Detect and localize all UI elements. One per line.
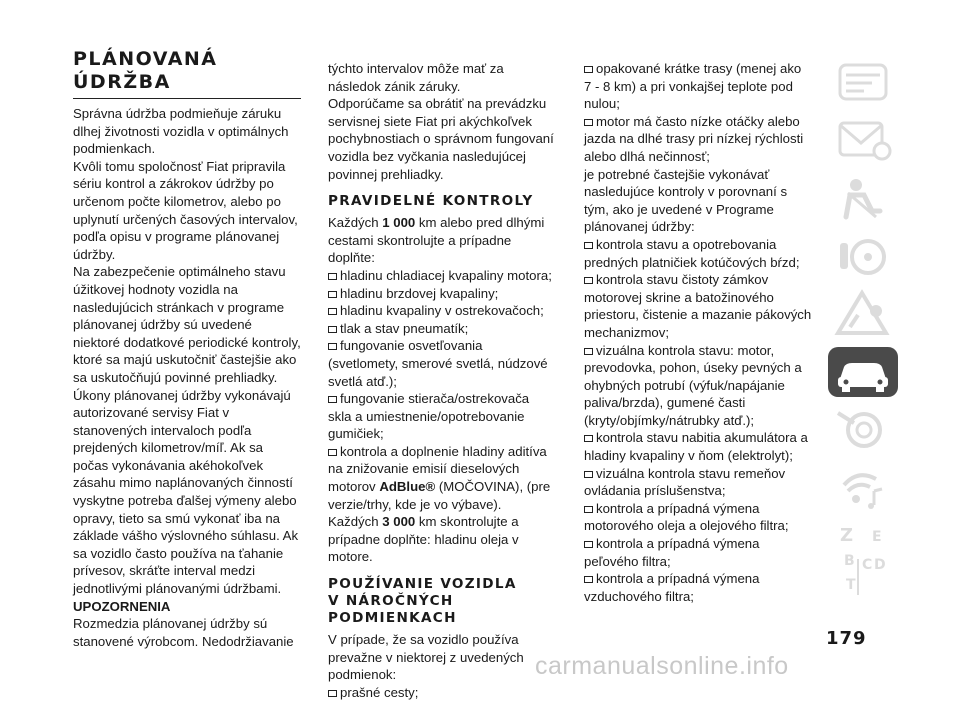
text: (MOČOVINA), (pre verzie/trhy, kde je vo výbave). (328, 479, 551, 512)
svg-text:B: B (844, 553, 855, 569)
column-1 (73, 48, 301, 650)
safety-icon[interactable] (828, 171, 898, 225)
heading-severe-conditions (328, 576, 556, 627)
multimedia-icon[interactable] (828, 461, 898, 515)
column-3 (584, 60, 812, 605)
list-item: kontrola a prípadná výmena peľového filtra; (584, 535, 812, 570)
paragraph: Na zabezpečenie optimálneho stavu úžitkovej hodnoty vozidla na nasledujúcich stránkach v programe plánovanej údržby sú uvedené niektoré dodatkové periodické kontroly, ktoré sa majú uskutočniť častejšie ako sa uskutočňujú povinné prehliadky. (73, 264, 301, 385)
list-item: opakované krátke trasy (menej ako 7 - 8 km) a pri vonkajšej teplote pod nulou; (584, 60, 812, 113)
text: km skontrolujte a prípadne doplňte: hladinu oleja v motore. (328, 514, 519, 565)
paragraph: týchto intervalov môže mať za následok zánik záruky. (328, 61, 504, 94)
svg-text:C: C (862, 557, 873, 573)
heading-line: PODMIENKACH (328, 610, 457, 627)
text: kontrola a doplnenie hladiny aditíva na znižovanie emisií dieselových motorov (328, 443, 547, 495)
paragraph (328, 513, 556, 566)
dashboard-icon[interactable] (828, 55, 898, 109)
list-item: fungovanie osvetľovania (svetlomety, smerové svetlá, núdzové svetlá atď.); (328, 337, 556, 390)
list-item: vizuálna kontrola stavu: motor, prevodovka, pohon, úseky pevných a ohybných potrubí (výfuk/napájanie paliva/brzda), gumené časti (kryty/objímky/nátrubky atď.); (584, 342, 812, 430)
title-line-1: PLÁNOVANÁ (73, 48, 218, 70)
paragraph: V prípade, že sa vozidlo používa prevažne v niektorej z uvedených podmienok: (328, 632, 524, 683)
list-item: kontrola stavu a opotrebovania predných platničiek kotúčových bŕzd; (584, 236, 812, 271)
page-number: 179 (826, 628, 867, 649)
paragraph: Správna údržba podmieňuje záruku dlhej životnosti vozidla v optimálnych podmienkach. (73, 106, 289, 157)
emergency-icon[interactable] (828, 287, 898, 341)
chapter-sidebar (828, 55, 898, 620)
list-item: prašné cesty; (328, 684, 556, 701)
text: Každých (328, 215, 383, 231)
list-item: kontrola stavu čistoty zámkov motorovej skrine a batožinového priestoru, čistenie a mazanie pákových mechanizmov; (584, 272, 812, 340)
list-item: kontrola stavu nabitia akumulátora a hladiny kvapaliny v ňom (elektrolyt); (584, 429, 812, 464)
svg-text:E: E (872, 529, 882, 545)
text: km alebo pred dlhými cestami skontrolujte a prípadne doplňte: (328, 215, 545, 266)
km-value: 1 000 (382, 215, 416, 231)
svg-text:D: D (874, 557, 886, 573)
technical-data-icon[interactable] (828, 403, 898, 457)
paragraph: je potrebné častejšie vykonávať nasledujúce kontroly v porovnaní s tým, ako je uvedené v Programe plánovanej údržby: (584, 166, 788, 235)
column-2 (328, 60, 556, 701)
heading-line: V NÁROČNÝCH (328, 593, 454, 610)
warning-lights-icon[interactable] (828, 113, 898, 167)
list-item: tlak a stav pneumatík; (328, 320, 556, 338)
maintenance-icon[interactable] (828, 345, 898, 399)
list-item: fungovanie stierača/ostrekovača skla a umiestnenie/opotrebovanie gumičiek; (328, 390, 556, 443)
list-item: motor má často nízke otáčky alebo jazda na dlhé trasy pri nízkej rýchlosti alebo dlhá nečinnosť; (584, 113, 812, 166)
paragraph: Kvôli tomu spoločnosť Fiat pripravila sériu kontrol a zákrokov údržby po určenom počte kilometrov, alebo po uplynutí určených časových intervalov, podľa opisu v programe plánovanej údržby. (73, 158, 298, 262)
warning-title: UPOZORNENIA (73, 598, 171, 614)
starting-driving-icon[interactable] (828, 229, 898, 283)
index-icon[interactable] (828, 519, 898, 599)
km-value: 3 000 (382, 514, 416, 530)
list-item: vizuálna kontrola stavu remeňov ovládania príslušenstva; (584, 465, 812, 500)
list-item: kontrola a prípadná výmena vzduchového filtra; (584, 570, 812, 605)
list-item: kontrola a prípadná výmena motorového oleja a olejového filtra; (584, 500, 812, 535)
svg-text:Z: Z (840, 525, 854, 546)
paragraph: Rozmedzia plánovanej údržby sú stanovené výrobcom. Nedodržiavanie (73, 616, 294, 649)
list-item: hladinu brzdovej kvapaliny; (328, 285, 556, 303)
heading-regular-checks: PRAVIDELNÉ KONTROLY (328, 193, 534, 210)
adblue-label: AdBlue® (379, 479, 436, 495)
watermark: carmanualsonline.info (535, 652, 789, 680)
title-rule (73, 98, 301, 99)
heading-line: POUŽÍVANIE VOZIDLA (328, 576, 517, 593)
title-line-2: ÚDRŽBA (73, 71, 171, 93)
list-item (328, 443, 556, 513)
list-item: hladinu chladiacej kvapaliny motora; (328, 267, 556, 285)
section-title (73, 48, 301, 94)
paragraph: Úkony plánovanej údržby vykonávajú autorizované servisy Fiat v stanovených intervaloch podľa prejdených kilometrov/míľ. Ak sa počas vykonávania akéhokoľvek zásahu mimo naplánovaných činností vyskytne potreba ďalšej výmeny alebo opravy, tieto sa smú vykonať iba na základe vášho výslovného súhlasu. Ak sa vozidlo často používa na ťahanie prívesov, skráťte interval medzi jednotlivými plánovanými údržbami. (73, 387, 299, 597)
list-item: hladinu kvapaliny v ostrekovačoch; (328, 302, 556, 320)
paragraph: Odporúčame sa obrátiť na prevádzku servisnej siete Fiat pri akýchkoľvek pochybnostiach o správnom fungovaní vozidla bez vyčkania nasledujúcej povinnej prehliadky. (328, 96, 554, 182)
text: Každých (328, 514, 383, 530)
paragraph (328, 214, 556, 267)
svg-text:T: T (846, 577, 856, 593)
